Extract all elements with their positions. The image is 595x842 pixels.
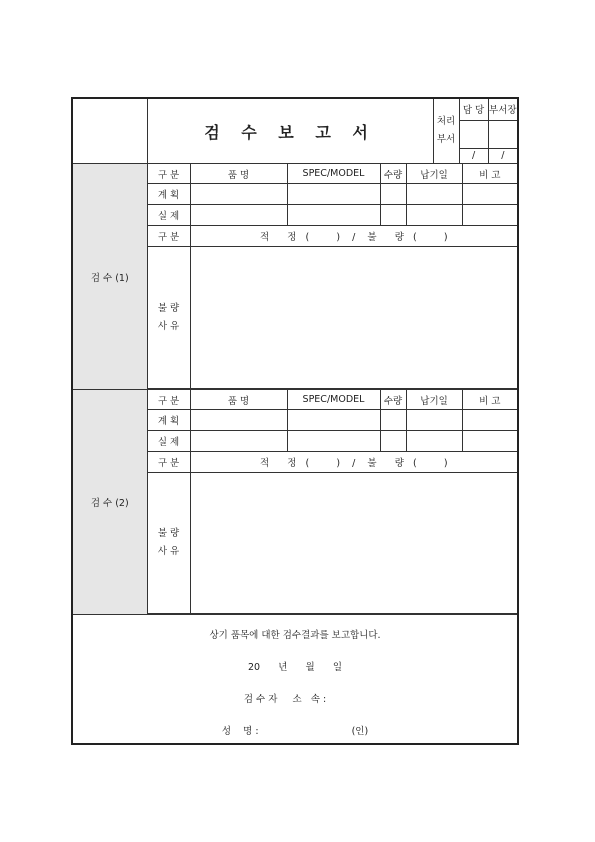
col-category: 구 분 <box>147 390 190 410</box>
staff-signature-cell[interactable] <box>459 120 488 148</box>
section2-header-row <box>72 390 518 410</box>
section2-label: 검 수 (2) <box>72 390 147 615</box>
col-remarks: 비 고 <box>462 390 518 410</box>
actual-item-cell[interactable] <box>190 205 287 226</box>
actual-spec-cell[interactable] <box>287 431 380 452</box>
plan-spec-cell[interactable] <box>287 410 380 431</box>
actual-remarks-cell[interactable] <box>462 431 518 452</box>
seal-mark: (인) <box>351 726 369 737</box>
result-pass-fail[interactable]: 적 정 ( ) / 불 량 ( ) <box>190 226 518 247</box>
plan-qty-cell[interactable] <box>380 184 406 205</box>
col-remarks: 비 고 <box>462 164 518 184</box>
col-quantity: 수량 <box>380 390 406 410</box>
actual-qty-cell[interactable] <box>380 431 406 452</box>
row-plan-label: 계 획 <box>147 184 190 205</box>
approval-box <box>433 98 518 164</box>
section1-label: 검 수 (1) <box>72 164 147 390</box>
plan-date-cell[interactable] <box>406 184 462 205</box>
staff-date-cell[interactable]: / <box>459 148 488 163</box>
actual-item-cell[interactable] <box>190 431 287 452</box>
result-pass-fail[interactable]: 적 정 ( ) / 불 량 ( ) <box>190 452 518 473</box>
col-delivery-date: 납기일 <box>406 390 462 410</box>
inspector-name-label[interactable]: 성 명 : <box>221 726 259 737</box>
actual-spec-cell[interactable] <box>287 205 380 226</box>
col-quantity: 수량 <box>380 164 406 184</box>
col-item-name: 품 명 <box>190 164 287 184</box>
plan-remarks-cell[interactable] <box>462 410 518 431</box>
actual-date-cell[interactable] <box>406 431 462 452</box>
report-table <box>71 97 519 745</box>
plan-remarks-cell[interactable] <box>462 184 518 205</box>
plan-item-cell[interactable] <box>190 184 287 205</box>
defect-reason-label-line1: 불 량 <box>157 302 180 314</box>
plan-date-cell[interactable] <box>406 410 462 431</box>
result-label: 구 분 <box>147 226 190 247</box>
col-spec-model: SPEC/MODEL <box>287 390 380 410</box>
inspector-name-line <box>73 723 517 737</box>
defect-reason-label-line2: 사 유 <box>157 320 180 332</box>
inspector-affiliation[interactable]: 검 수 자 소 속 : <box>243 694 327 705</box>
manager-date-cell[interactable]: / <box>488 148 517 163</box>
col-spec-model: SPEC/MODEL <box>287 164 380 184</box>
row-plan-label: 계 획 <box>147 410 190 431</box>
row-actual-label: 실 제 <box>147 205 190 226</box>
defect-reason-label <box>147 473 190 614</box>
actual-qty-cell[interactable] <box>380 205 406 226</box>
approver-staff-label: 담 당 <box>459 99 488 120</box>
approver-manager-label: 부서장 <box>488 99 517 120</box>
actual-remarks-cell[interactable] <box>462 205 518 226</box>
actual-date-cell[interactable] <box>406 205 462 226</box>
manager-signature-cell[interactable] <box>488 120 517 148</box>
plan-item-cell[interactable] <box>190 410 287 431</box>
inspection-report-form <box>71 97 517 742</box>
col-category: 구 분 <box>147 164 190 184</box>
header-blank-cell <box>72 98 147 164</box>
footer-row <box>72 615 518 745</box>
footer-statement: 상기 품목에 대한 검수결과를 보고합니다. <box>209 630 381 641</box>
defect-reason-label <box>147 247 190 389</box>
row-actual-label: 실 제 <box>147 431 190 452</box>
col-delivery-date: 납기일 <box>406 164 462 184</box>
plan-spec-cell[interactable] <box>287 184 380 205</box>
plan-qty-cell[interactable] <box>380 410 406 431</box>
footer-statement-block <box>72 615 518 745</box>
result-label: 구 분 <box>147 452 190 473</box>
footer-date-line[interactable]: 20 년 월 일 <box>248 662 342 673</box>
defect-reason-area[interactable] <box>190 473 518 614</box>
defect-reason-label-line1: 불 량 <box>157 528 180 539</box>
report-title: 검 수 보 고 서 <box>147 98 433 164</box>
header-row <box>72 98 518 164</box>
dept-label: 처리 부서 <box>434 99 460 163</box>
col-item-name: 품 명 <box>190 390 287 410</box>
defect-reason-area[interactable] <box>190 247 518 389</box>
section1-header-row <box>72 164 518 184</box>
defect-reason-label-line2: 사 유 <box>157 546 180 557</box>
